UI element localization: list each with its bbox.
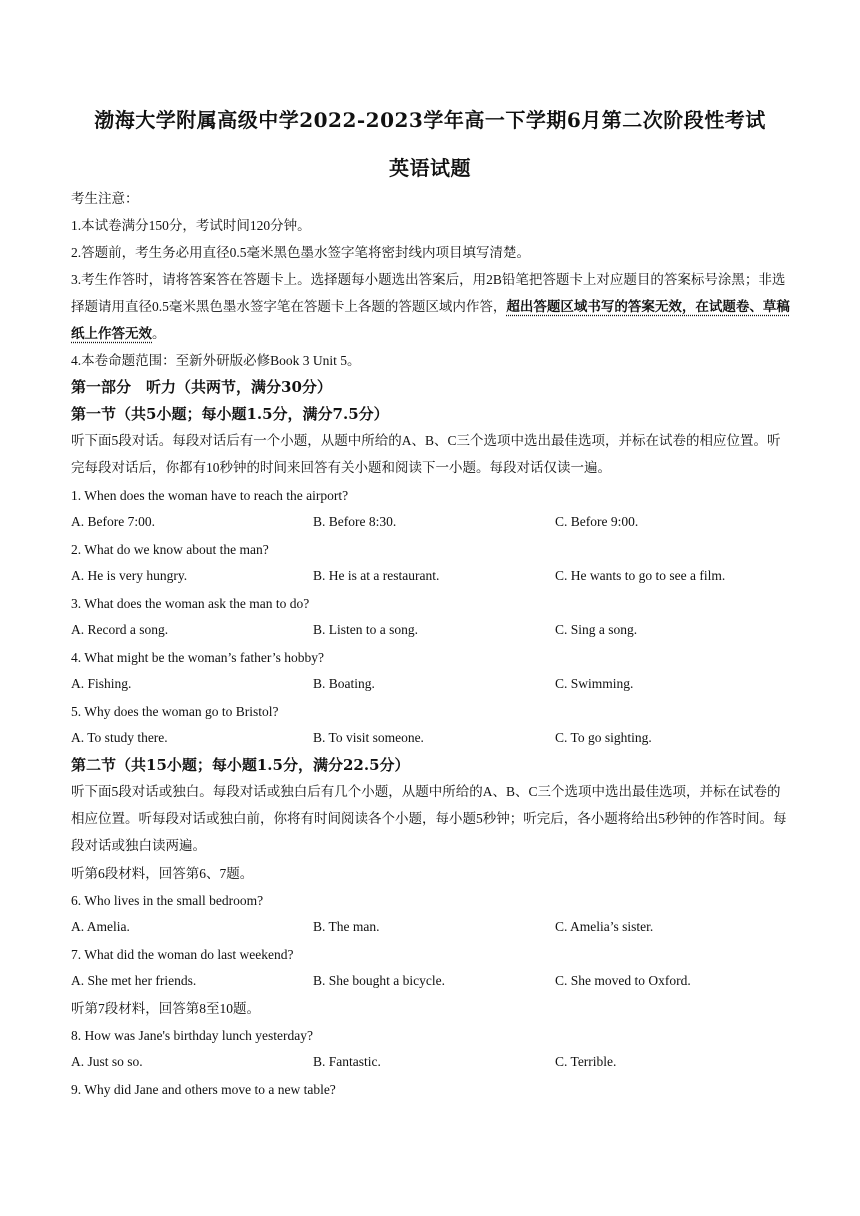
notice-item-1: 1.本试卷满分150分，考试时间120分钟。: [71, 218, 311, 233]
option-7b: B. She bought a bicycle.: [313, 973, 445, 988]
option-7c: C. She moved to Oxford.: [555, 973, 691, 988]
notice-item-3-text: 3.考生作答时，请将答案答在答题卡上。选择题每小题选出答案后，用2B铅笔把答题卡上对应题目的答案标号涂黑；非选择题请用直径0.5毫米黑色墨水签字笔在答题卡上各题的答题区域内作答，: [71, 272, 786, 314]
option-1c: C. Before 9:00.: [555, 514, 639, 529]
option-1b: B. Before 8:30.: [313, 514, 397, 529]
option-2b: B. He is at a restaurant.: [313, 568, 440, 583]
option-7a: A. She met her friends.: [71, 973, 197, 988]
option-8c: C. Terrible.: [555, 1054, 617, 1069]
notice-item-4: 4.本卷命题范围：至新外研版必修Book 3 Unit 5。: [71, 353, 361, 368]
question-8: 8. How was Jane's birthday lunch yesterday?: [71, 1028, 313, 1043]
material-7-note: 听第7段材料，回答第8至10题。: [71, 1001, 260, 1016]
question-3: 3. What does the woman ask the man to do?: [71, 596, 310, 611]
option-4b: B. Boating.: [313, 676, 375, 691]
part1-heading: 第一部分 听力（共两节，满分30分）: [71, 378, 332, 396]
option-3b: B. Listen to a song.: [313, 622, 418, 637]
option-6a: A. Amelia.: [71, 919, 130, 934]
exam-subtitle: 英语试题: [389, 156, 471, 180]
option-8a: A. Just so so.: [71, 1054, 143, 1069]
question-2: 2. What do we know about the man?: [71, 542, 269, 557]
option-4a: A. Fishing.: [71, 676, 132, 691]
notice-item-3-end: 。: [152, 326, 166, 341]
notice-item-3-emphasis: 超出答题区域书写的答案无效，在试题卷、草稿纸上作答无效: [71, 299, 790, 341]
question-5: 5. Why does the woman go to Bristol?: [71, 704, 279, 719]
option-5a: A. To study there.: [71, 730, 168, 745]
option-6c: C. Amelia’s sister.: [555, 919, 654, 934]
notice-item-3: [71, 266, 793, 341]
option-5c: C. To go sighting.: [555, 730, 652, 745]
section1-heading: 第一节（共5小题；每小题1.5分，满分7.5分）: [71, 405, 389, 423]
question-9: 9. Why did Jane and others move to a new table?: [71, 1082, 336, 1097]
option-4c: C. Swimming.: [555, 676, 634, 691]
exam-title: 渤海大学附属高级中学2022-2023学年高一下学期6月第二次阶段性考试: [94, 108, 766, 132]
option-2a: A. He is very hungry.: [71, 568, 188, 583]
option-2c: C. He wants to go to see a film.: [555, 568, 726, 583]
option-8b: B. Fantastic.: [313, 1054, 381, 1069]
section2-heading: 第二节（共15小题；每小题1.5分，满分22.5分）: [71, 756, 410, 774]
option-6b: B. The man.: [313, 919, 380, 934]
question-7: 7. What did the woman do last weekend?: [71, 947, 294, 962]
section1-instructions: 听下面5段对话。每段对话后有一个小题，从题中所给的A、B、C三个选项中选出最佳选项，并标在试卷的相应位置。听完每段对话后，你都有10秒钟的时间来回答有关小题和阅读下一小题。每段对话仅读一遍。: [71, 433, 781, 475]
option-3a: A. Record a song.: [71, 622, 169, 637]
option-1a: A. Before 7:00.: [71, 514, 155, 529]
option-3c: C. Sing a song.: [555, 622, 638, 637]
question-4: 4. What might be the woman’s father’s hobby?: [71, 650, 324, 665]
notice-heading: 考生注意：: [71, 191, 139, 206]
question-6: 6. Who lives in the small bedroom?: [71, 893, 264, 908]
question-1: 1. When does the woman have to reach the airport?: [71, 488, 349, 503]
section2-instructions: 听下面5段对话或独白。每段对话或独白后有几个小题，从题中所给的A、B、C三个选项中选出最佳选项，并标在试卷的相应位置。听每段对话或独白前，你将有时间阅读各个小题，每小题5秒钟；听完后，各小题将给出5秒钟的作答时间。每段对话或独白读两遍。: [71, 784, 787, 853]
notice-item-2: 2.答题前，考生务必用直径0.5毫米黑色墨水签字笔将密封线内项目填写清楚。: [71, 245, 530, 260]
material-6-note: 听第6段材料，回答第6、7题。: [71, 866, 254, 881]
option-5b: B. To visit someone.: [313, 730, 424, 745]
